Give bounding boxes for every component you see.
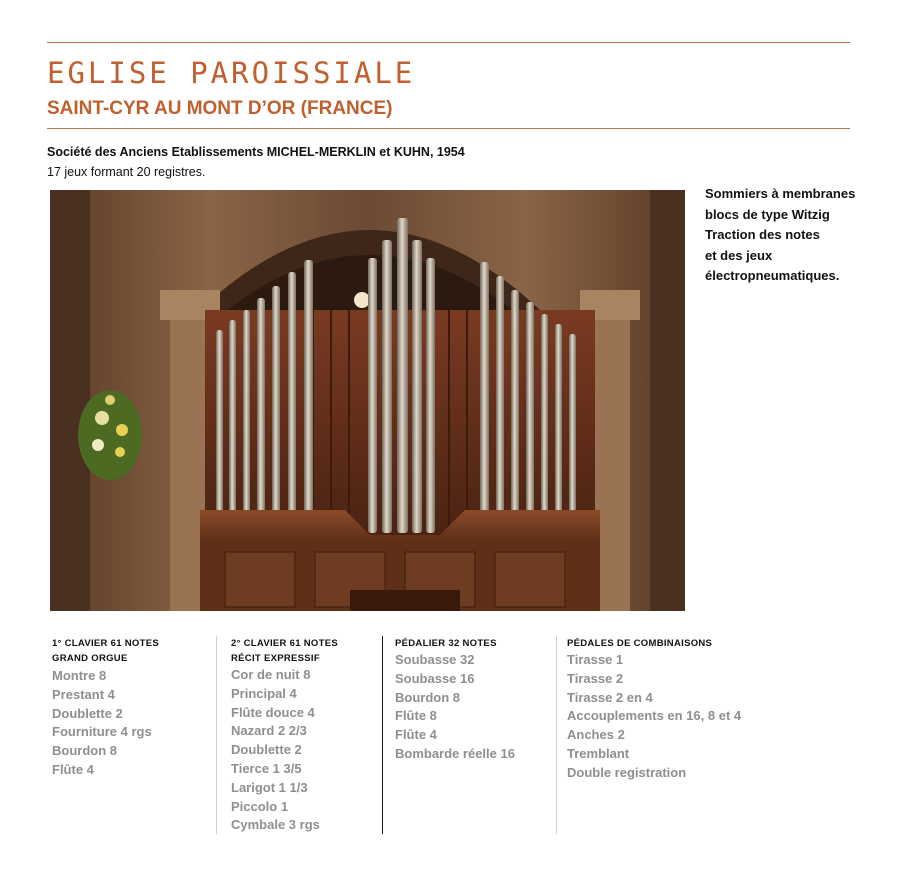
stop-item: Flûte 4 [395,727,437,743]
tech-line: et des jeux [705,247,773,263]
stop-list [395,651,560,764]
division-heading: PÉDALIER 32 NOTES [395,638,497,649]
stop-item: Tirasse 2 en 4 [567,689,653,705]
division-heading: 1° CLAVIER 61 NOTES [52,638,159,649]
stop-item: Montre 8 [52,668,107,683]
division-subheading: GRAND ORGUE [52,653,128,664]
stop-item: Bombarde réelle 16 [395,745,515,761]
tech-line: électropneumatiques. [705,268,840,283]
stop-item: Doublette 2 [52,705,123,721]
stop-item: Prestant 4 [52,686,115,702]
stop-item: Cor de nuit 8 [231,667,311,682]
stop-item: Soubasse 32 [395,652,475,667]
organ-photo [50,190,685,611]
stop-item: Larigot 1 1/3 [231,779,308,795]
stop-item: Flûte douce 4 [231,704,315,720]
division-grand-orgue [52,636,212,834]
stop-item: Nazard 2 2/3 [231,723,307,739]
stop-item: Tirasse 1 [567,652,624,667]
division-heading: 2° CLAVIER 61 NOTES [231,638,338,649]
top-rule [47,42,850,43]
stop-item: Tirasse 2 [567,670,624,686]
division-pedalier [382,636,560,834]
stop-item: Anches 2 [567,727,625,743]
stop-item: Tierce 1 3/5 [231,760,302,776]
builder-credit: Société des Anciens Etablissements MICHEL-MERKLIN et KUHN, 1954 [47,145,465,159]
stop-item: Tremblant [567,745,630,761]
stop-item: Fourniture 4 rgs [52,724,152,740]
stop-item: Soubasse 16 [395,670,475,686]
stop-item: Principal 4 [231,685,297,701]
stop-item: Bourdon 8 [52,743,117,759]
header-rule [47,128,850,129]
tech-line: Traction des notes [705,227,820,242]
stop-item: Double registration [567,764,687,780]
tech-line: blocs de type Witzig [705,206,830,222]
division-combinaisons [556,636,827,834]
division-subheading: RÉCIT EXPRESSIF [231,653,320,664]
stop-item: Bourdon 8 [395,689,460,705]
stop-item: Doublette 2 [231,742,302,758]
stop-list [231,666,391,835]
technical-notes [705,184,855,287]
stop-item: Accouplements en 16, 8 et 4 [567,708,742,724]
tech-line: Sommiers à membranes [705,186,856,201]
stop-list [567,651,827,783]
stop-list [52,667,212,780]
page-subtitle: SAINT-CYR AU MONT D’OR (FRANCE) [47,98,393,119]
division-recit [216,636,391,834]
page-title: EGLISE PAROISSIALE [47,56,416,90]
stop-item: Cymbale 3 rgs [231,817,320,833]
stop-item: Flûte 8 [395,708,437,724]
division-heading: PÉDALES DE COMBINAISONS [567,638,713,649]
stop-count: 17 jeux formant 20 registres. [47,165,206,179]
stop-item: Flûte 4 [52,761,94,777]
stop-item: Piccolo 1 [231,798,289,814]
